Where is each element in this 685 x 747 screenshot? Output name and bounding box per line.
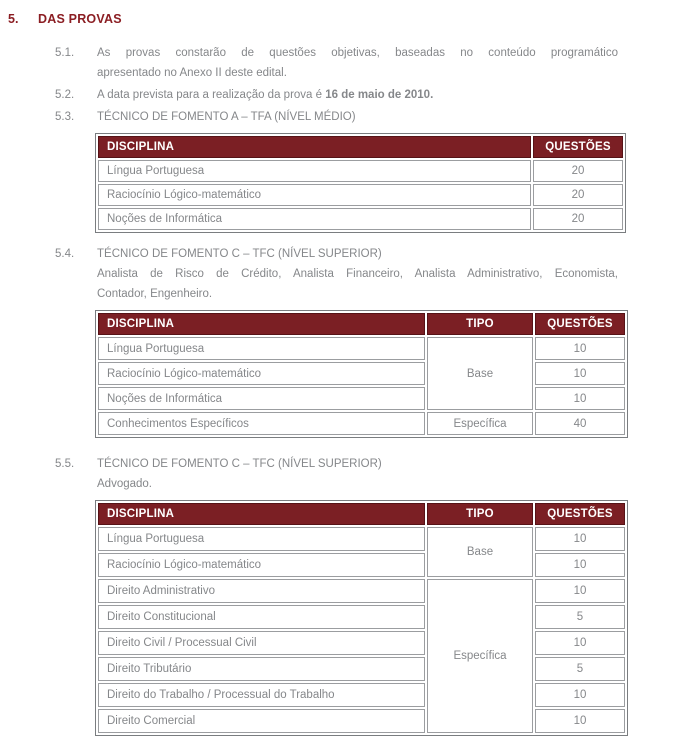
questoes-cell: 10 [535, 709, 625, 733]
disciplina-cell: Direito Constitucional [98, 605, 425, 629]
header-disciplina: DISCIPLINA [98, 136, 531, 158]
table-tfa [95, 133, 626, 233]
item-5-4-title: TÉCNICO DE FOMENTO C – TFC (NÍVEL SUPERIOR) [97, 248, 382, 260]
item-5-5-title: TÉCNICO DE FOMENTO C – TFC (NÍVEL SUPERIOR) [97, 458, 382, 470]
item-5-1-number: 5.1. [55, 47, 75, 59]
table-row [98, 683, 625, 707]
table-row [98, 553, 625, 577]
table-header-row [98, 313, 625, 335]
disciplina-cell: Raciocínio Lógico-matemático [98, 362, 425, 385]
table-row [98, 657, 625, 681]
item-5-5-number: 5.5. [55, 458, 75, 470]
questoes-cell: 5 [535, 605, 625, 629]
questoes-cell: 10 [535, 579, 625, 603]
questoes-cell: 10 [535, 683, 625, 707]
item-5-2-date: 16 de maio de 2010. [325, 89, 434, 101]
disciplina-cell: Língua Portuguesa [98, 527, 425, 551]
section-title: DAS PROVAS [38, 12, 122, 26]
item-5-1-line-2: apresentado no Anexo II deste edital. [97, 67, 287, 79]
header-disciplina: DISCIPLINA [98, 313, 425, 335]
item-5-3-number: 5.3. [55, 111, 75, 123]
table-row [98, 362, 625, 385]
header-disciplina: DISCIPLINA [98, 503, 425, 525]
item-5-1-line-1: As provas constarão de questões objetivas, baseadas no conteúdo programático [97, 47, 618, 59]
table-header-row [98, 503, 625, 525]
disciplina-cell: Direito Administrativo [98, 579, 425, 603]
table-row [98, 387, 625, 410]
questoes-cell: 5 [535, 657, 625, 681]
questoes-cell: 10 [535, 527, 625, 551]
disciplina-cell: Raciocínio Lógico-matemático [98, 184, 531, 206]
header-questoes: QUESTÕES [535, 503, 625, 525]
disciplina-cell: Conhecimentos Específicos [98, 412, 425, 435]
disciplina-cell: Língua Portuguesa [98, 337, 425, 360]
questoes-cell: 10 [535, 362, 625, 385]
item-5-4-desc-line-2: Contador, Engenheiro. [97, 288, 213, 300]
section-number: 5. [8, 12, 19, 26]
table-row [98, 527, 625, 551]
table-tfc-advogado [95, 500, 628, 736]
questoes-cell: 20 [533, 160, 623, 182]
disciplina-cell: Direito Civil / Processual Civil [98, 631, 425, 655]
disciplina-cell: Raciocínio Lógico-matemático [98, 553, 425, 577]
header-tipo: TIPO [427, 503, 533, 525]
header-questoes: QUESTÕES [535, 313, 625, 335]
header-questoes: QUESTÕES [533, 136, 623, 158]
table-row [98, 605, 625, 629]
table-row [98, 631, 625, 655]
questoes-cell: 10 [535, 387, 625, 410]
table-row [98, 579, 625, 603]
tipo-especifica-cell: Específica [427, 412, 533, 435]
table-row [98, 208, 623, 230]
questoes-cell: 40 [535, 412, 625, 435]
header-tipo: TIPO [427, 313, 533, 335]
table-row [98, 412, 625, 435]
item-5-4-desc-line-1: Analista de Risco de Crédito, Analista Financeiro, Analista Administrativo, Economista, [97, 268, 618, 280]
table-row [98, 160, 623, 182]
table-row [98, 709, 625, 733]
tipo-especifica-cell: Específica [427, 579, 533, 733]
table-header-row [98, 136, 623, 158]
questoes-cell: 10 [535, 631, 625, 655]
disciplina-cell: Direito do Trabalho / Processual do Trabalho [98, 683, 425, 707]
item-5-2-text: A data prevista para a realização da prova é [97, 89, 326, 101]
disciplina-cell: Direito Tributário [98, 657, 425, 681]
questoes-cell: 10 [535, 553, 625, 577]
item-5-2-number: 5.2. [55, 89, 75, 101]
item-5-5-desc-line-1: Advogado. [97, 478, 152, 490]
disciplina-cell: Direito Comercial [98, 709, 425, 733]
table-row [98, 337, 625, 360]
questoes-cell: 20 [533, 184, 623, 206]
item-5-4-number: 5.4. [55, 248, 75, 260]
questoes-cell: 20 [533, 208, 623, 230]
questoes-cell: 10 [535, 337, 625, 360]
item-5-3-title: TÉCNICO DE FOMENTO A – TFA (NÍVEL MÉDIO) [97, 111, 356, 123]
disciplina-cell: Noções de Informática [98, 208, 531, 230]
tipo-base-cell: Base [427, 337, 533, 410]
tipo-base-cell: Base [427, 527, 533, 577]
disciplina-cell: Noções de Informática [98, 387, 425, 410]
table-row [98, 184, 623, 206]
disciplina-cell: Língua Portuguesa [98, 160, 531, 182]
table-tfc-geral [95, 310, 628, 438]
